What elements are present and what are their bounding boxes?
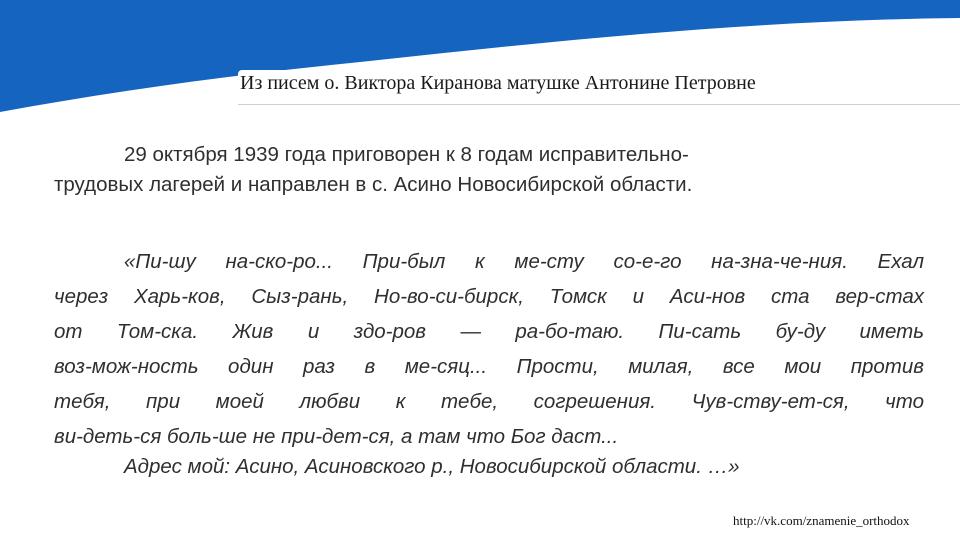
intro-line-2: трудовых лагерей и направлен в с. Асино Новосибирской области.	[54, 173, 693, 196]
letter-line: «Пи-шу на-ско-ро... При-был к ме-сту со-е-го на-зна-че-ния. Ехал	[124, 250, 924, 273]
letter-address: Адрес мой: Асино, Асиновского р., Новосибирской области. …»	[124, 455, 740, 478]
source-link[interactable]: http://vk.com/znamenie_orthodox	[733, 513, 910, 528]
letter-line: от Том-ска. Жив и здо-ров — ра-бо-таю. Пи-сать бу-ду иметь	[54, 320, 924, 343]
letter-line: воз-мож-ность один раз в ме-сяц... Прости, милая, все мои против	[54, 355, 924, 378]
letter-line: тебя, при моей любви к тебе, согрешения. Чув-ству-ет-ся, что	[54, 390, 924, 413]
letter-line: ви-деть-ся боль-ше не при-дет-ся, а там что Бог даст...	[54, 425, 619, 448]
intro-paragraph	[54, 140, 914, 200]
intro-line-1: 29 октября 1939 года приговорен к 8 годам исправительно-	[124, 143, 689, 166]
page-title: Из писем о. Виктора Киранова матушке Антонине Петровне	[240, 72, 756, 94]
letter-line: через Харь-ков, Сыз-рань, Но-во-си-бирск, Томск и Аси-нов ста вер-стах	[54, 285, 924, 308]
letter-quote	[54, 244, 924, 454]
